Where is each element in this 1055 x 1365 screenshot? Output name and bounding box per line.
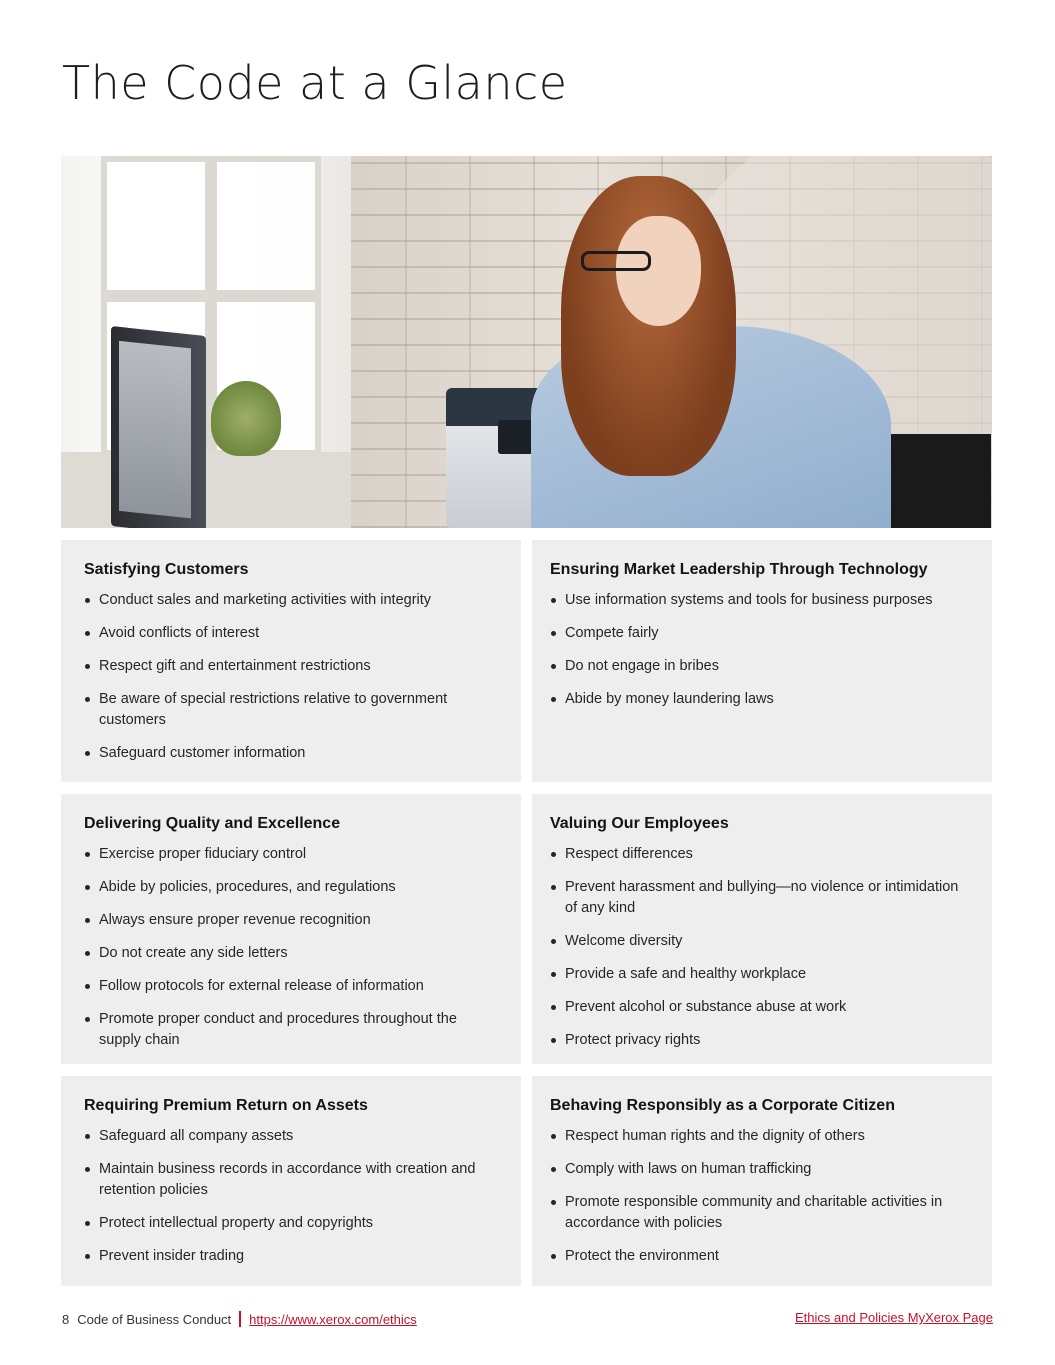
card-quality-excellence: [61, 794, 521, 1064]
myxerox-ethics-link[interactable]: Ethics and Policies MyXerox Page: [795, 1310, 993, 1325]
list-item: Use information systems and tools for business purposes: [550, 590, 968, 611]
document-name: Code of Business Conduct: [77, 1311, 232, 1327]
list-item: Promote proper conduct and procedures throughout the supply chain: [84, 1009, 497, 1051]
card-return-on-assets: [61, 1076, 521, 1286]
list-item: Maintain business records in accordance with creation and retention policies: [84, 1159, 497, 1201]
list-item: Protect privacy rights: [550, 1030, 968, 1051]
hero-photo: [61, 156, 992, 528]
monitor-screen: [119, 341, 191, 519]
card-title: Delivering Quality and Excellence: [84, 815, 341, 832]
card-valuing-employees: [532, 794, 992, 1064]
list-item: Abide by money laundering laws: [550, 689, 968, 710]
list-item: Prevent insider trading: [84, 1246, 497, 1267]
page-footer: [62, 1309, 993, 1329]
list-item: Avoid conflicts of interest: [84, 623, 497, 644]
list-item: Respect differences: [550, 844, 968, 865]
list-item: Abide by policies, procedures, and regulations: [84, 877, 497, 898]
list-item: Prevent harassment and bullying—no violence or intimidation of any kind: [550, 877, 968, 919]
card-title: Satisfying Customers: [84, 561, 249, 578]
list-item: Safeguard all company assets: [84, 1126, 497, 1147]
page-title: The Code at a Glance: [62, 56, 568, 110]
monitor: [111, 326, 206, 528]
bullet-list: [84, 1126, 497, 1267]
bullet-list: [550, 844, 968, 1051]
list-item: Respect gift and entertainment restrictions: [84, 656, 497, 677]
list-item: Always ensure proper revenue recognition: [84, 910, 497, 931]
list-item: Be aware of special restrictions relative to government customers: [84, 689, 497, 731]
list-item: Promote responsible community and charitable activities in accordance with policies: [550, 1192, 968, 1234]
card-title: Behaving Responsibly as a Corporate Citizen: [550, 1097, 895, 1114]
list-item: Conduct sales and marketing activities with integrity: [84, 590, 497, 611]
list-item: Welcome diversity: [550, 931, 968, 952]
list-item: Protect the environment: [550, 1246, 968, 1267]
bullet-list: [550, 590, 968, 710]
person-glasses: [581, 251, 651, 271]
list-item: Comply with laws on human trafficking: [550, 1159, 968, 1180]
card-title: Requiring Premium Return on Assets: [84, 1097, 368, 1114]
list-item: Protect intellectual property and copyrights: [84, 1213, 497, 1234]
card-satisfying-customers: [61, 540, 521, 782]
bullet-list: [84, 590, 497, 764]
bullet-list: [550, 1126, 968, 1267]
list-item: Provide a safe and healthy workplace: [550, 964, 968, 985]
list-item: Safeguard customer information: [84, 743, 497, 764]
window-sill: [61, 452, 351, 528]
person-face: [616, 216, 701, 326]
list-item: Do not create any side letters: [84, 943, 497, 964]
list-item: Follow protocols for external release of information: [84, 976, 497, 997]
card-market-leadership: [532, 540, 992, 782]
list-item: Prevent alcohol or substance abuse at work: [550, 997, 968, 1018]
page-number: 8: [62, 1311, 70, 1327]
plant: [211, 381, 281, 456]
list-item: Compete fairly: [550, 623, 968, 644]
ethics-link[interactable]: https://www.xerox.com/ethics: [249, 1311, 417, 1327]
window-pane: [101, 156, 211, 296]
footer-divider: [239, 1311, 241, 1327]
card-title: Valuing Our Employees: [550, 815, 729, 832]
list-item: Respect human rights and the dignity of others: [550, 1126, 968, 1147]
list-item: Do not engage in bribes: [550, 656, 968, 677]
card-corporate-citizen: [532, 1076, 992, 1286]
card-title: Ensuring Market Leadership Through Technology: [550, 561, 928, 578]
window-pane: [211, 156, 321, 296]
list-item: Exercise proper fiduciary control: [84, 844, 497, 865]
bullet-list: [84, 844, 497, 1051]
